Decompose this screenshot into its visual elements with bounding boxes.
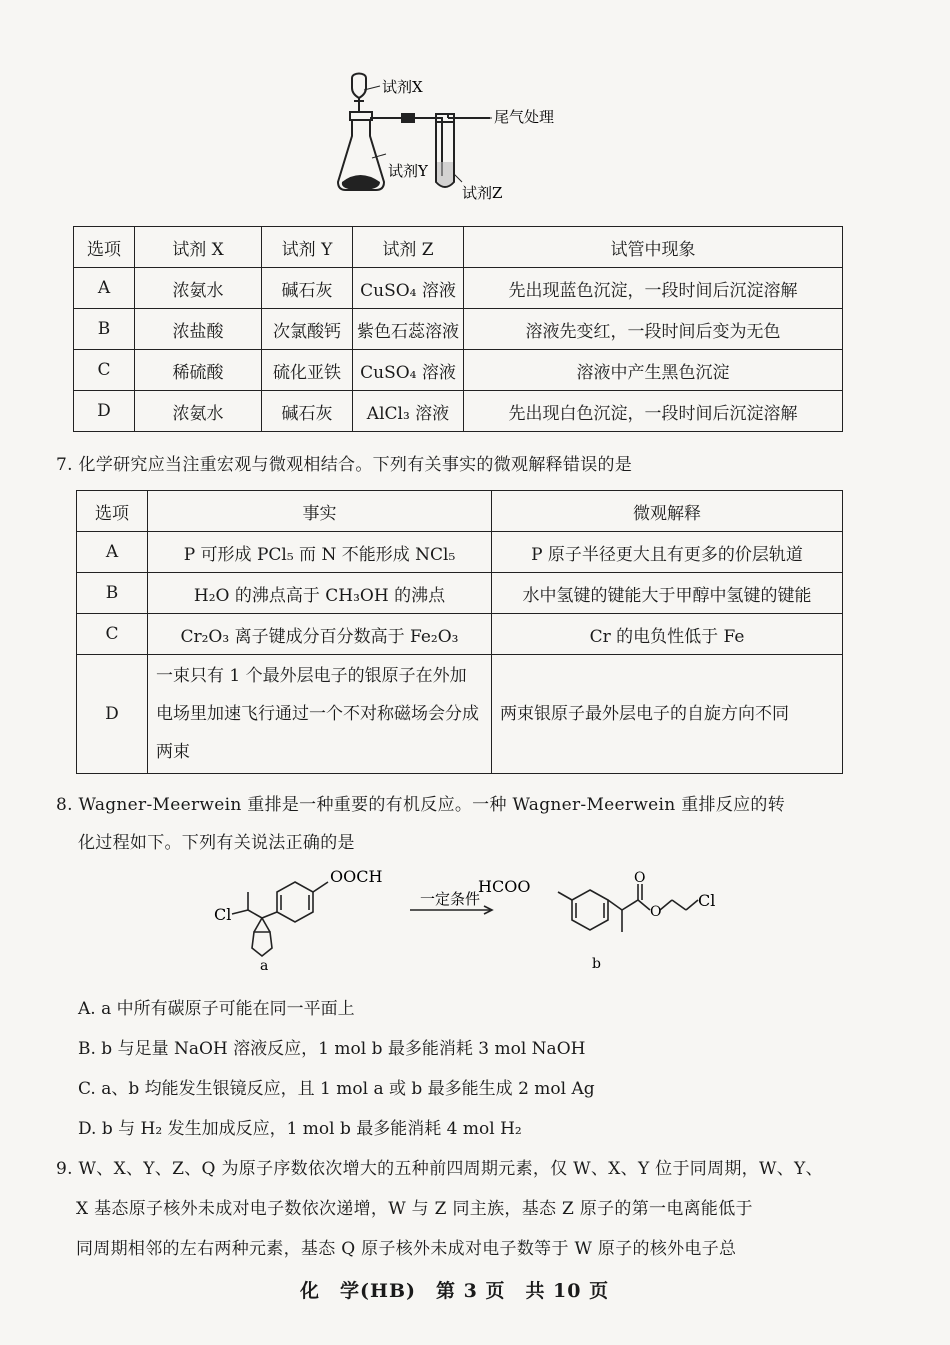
table-row: [77, 532, 843, 573]
table-cell: CuSO₄ 溶液: [353, 350, 464, 391]
table-row: [74, 350, 843, 391]
table-cell: 浓氨水: [135, 391, 262, 432]
label-o-carbonyl: O: [634, 870, 646, 886]
table-header-row: [77, 491, 843, 532]
table-cell: 硫化亚铁: [262, 350, 353, 391]
q7-table: [76, 490, 843, 774]
table-row: [77, 614, 843, 655]
table-cell: 稀硫酸: [135, 350, 262, 391]
table-cell: 紫色石蕊溶液: [353, 309, 464, 350]
header-cell: 微观解释: [492, 491, 843, 532]
table-cell: 溶液先变红，一段时间后变为无色: [464, 309, 843, 350]
table-cell: P 原子半径更大且有更多的价层轨道: [492, 532, 843, 573]
label-condition: 一定条件: [420, 890, 481, 908]
table-cell: CuSO₄ 溶液: [353, 268, 464, 309]
label-reagent-z: 试剂Z: [462, 184, 503, 202]
table-cell: 溶液中产生黑色沉淀: [464, 350, 843, 391]
label-cl-b: Cl: [698, 891, 716, 910]
table-header-row: [74, 227, 843, 268]
table-row: [77, 655, 843, 774]
label-a: a: [260, 958, 269, 974]
table-cell: 先出现蓝色沉淀，一段时间后沉淀溶解: [464, 268, 843, 309]
label-reagent-x: 试剂X: [382, 78, 423, 96]
table-row: [77, 573, 843, 614]
table-cell: D: [74, 391, 135, 432]
q7-stem: 7. 化学研究应当注重宏观与微观相结合。下列有关事实的微观解释错误的是: [56, 455, 633, 475]
table-cell: H₂O 的沸点高于 CH₃OH 的沸点: [148, 573, 492, 614]
q8-option-a: A. a 中所有碳原子可能在同一平面上: [78, 999, 355, 1019]
q8-option-c: C. a、b 均能发生银镜反应，且 1 mol a 或 b 最多能生成 2 mol Ag: [78, 1079, 595, 1099]
q6-table: [73, 226, 843, 432]
q9-line1: 9. W、X、Y、Z、Q 为原子序数依次增大的五种前四周期元素，仅 W、X、Y 位于同周期，W、Y、: [56, 1159, 823, 1179]
table-cell: B: [74, 309, 135, 350]
q9-line2: X 基态原子核外未成对电子数依次递增，W 与 Z 同主族，基态 Z 原子的第一电离能低于: [76, 1199, 753, 1219]
table-cell: A: [74, 268, 135, 309]
table-cell: 碱石灰: [262, 391, 353, 432]
header-cell: 选项: [74, 227, 135, 268]
table-cell: A: [77, 532, 148, 573]
table-row: [74, 309, 843, 350]
q8-option-d: D. b 与 H₂ 发生加成反应，1 mol b 最多能消耗 4 mol H₂: [78, 1119, 522, 1139]
label-hcoo: HCOO: [478, 877, 531, 896]
q9-line3: 同周期相邻的左右两种元素，基态 Q 原子核外未成对电子数等于 W 原子的核外电子总: [76, 1239, 737, 1259]
table-cell: 次氯酸钙: [262, 309, 353, 350]
page-footer: 化 学(HB) 第 3 页 共 10 页: [300, 1280, 610, 1302]
table-cell: Cr 的电负性低于 Fe: [492, 614, 843, 655]
table-cell: 浓盐酸: [135, 309, 262, 350]
table-cell: C: [74, 350, 135, 391]
label-o-ester: O: [650, 904, 662, 920]
table-row: [74, 268, 843, 309]
label-ooch: OOCH: [330, 867, 383, 886]
table-cell: P 可形成 PCl₅ 而 N 不能形成 NCl₅: [148, 532, 492, 573]
table-cell: 碱石灰: [262, 268, 353, 309]
label-exhaust: 尾气处理: [494, 108, 555, 126]
label-cl-a: Cl: [214, 905, 232, 924]
table-cell: 两束银原子最外层电子的自旋方向不同: [492, 655, 843, 774]
table-cell: 一束只有 1 个最外层电子的银原子在外加电场里加速飞行通过一个不对称磁场会分成两束: [148, 655, 492, 774]
table-cell: 先出现白色沉淀，一段时间后沉淀溶解: [464, 391, 843, 432]
reaction-scheme: [200, 862, 720, 977]
q8-stem-line1: 8. Wagner-Meerwein 重排是一种重要的有机反应。一种 Wagner-Meerwein 重排反应的转: [56, 795, 786, 815]
table-cell: D: [77, 655, 148, 774]
q8-stem-line2: 化过程如下。下列有关说法正确的是: [78, 833, 355, 853]
table-cell: C: [77, 614, 148, 655]
header-cell: 事实: [148, 491, 492, 532]
header-cell: 选项: [77, 491, 148, 532]
header-cell: 试管中现象: [464, 227, 843, 268]
table-cell: 浓氨水: [135, 268, 262, 309]
q8-option-b: B. b 与足量 NaOH 溶液反应，1 mol b 最多能消耗 3 mol NaOH: [78, 1039, 586, 1059]
table-row: [74, 391, 843, 432]
table-cell: 水中氢键的键能大于甲醇中氢键的键能: [492, 573, 843, 614]
table-cell: AlCl₃ 溶液: [353, 391, 464, 432]
label-b: b: [592, 956, 601, 972]
table-cell: Cr₂O₃ 离子键成分百分数高于 Fe₂O₃: [148, 614, 492, 655]
header-cell: 试剂 Y: [262, 227, 353, 268]
apparatus-diagram: [330, 70, 590, 210]
table-cell: B: [77, 573, 148, 614]
label-reagent-y: 试剂Y: [388, 162, 428, 180]
header-cell: 试剂 Z: [353, 227, 464, 268]
header-cell: 试剂 X: [135, 227, 262, 268]
